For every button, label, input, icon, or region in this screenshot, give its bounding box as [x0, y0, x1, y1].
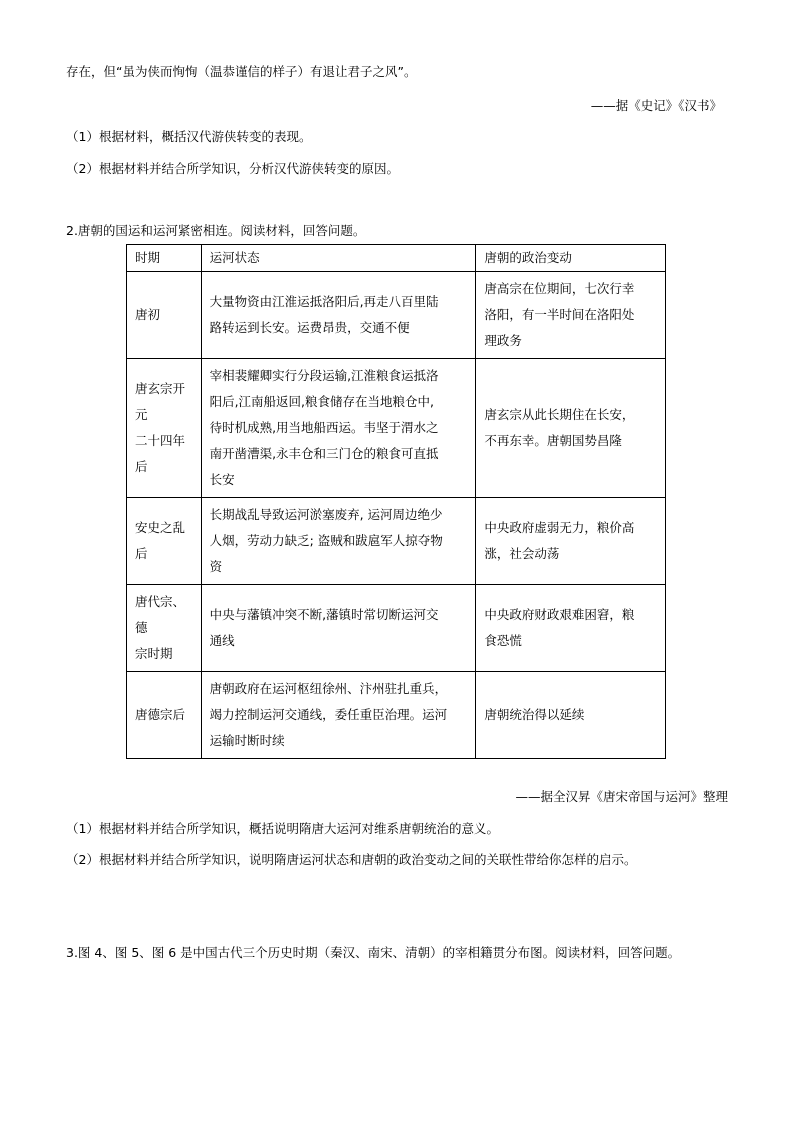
politics-cell: 中央政府财政艰难困窘，粮 食恐慌 — [476, 585, 666, 672]
q2-intro: 2.唐朝的国运和运河紧密相连。阅读材料，回答问题。 — [66, 223, 366, 238]
table-row — [127, 272, 666, 359]
header-canal: 运河状态 — [201, 245, 476, 272]
period-cell: 唐初 — [127, 272, 202, 359]
canal-cell: 宰相裴耀卿实行分段运输,江淮粮食运抵洛 阳后,江南船返回,粮食储存在当地粮仓中, 待时机成熟,用当地船西运。韦坚于渭水之 南开凿漕渠,永丰仓和三门仓的粮食可直抵 长安 — [201, 359, 476, 498]
header-period: 时期 — [127, 245, 202, 272]
canal-cell: 长期战乱导致运河淤塞废弃, 运河周边绝少 人烟，劳动力缺乏; 盗贼和跋扈军人掠夺物 资 — [201, 498, 476, 585]
period-cell: 安史之乱后 — [127, 498, 202, 585]
q2-subquestion-1: （1）根据材料并结合所学知识，概括说明隋唐大运河对维系唐朝统治的意义。 — [66, 821, 499, 836]
q3-intro: 3.图 4、图 5、图 6 是中国古代三个历史时期（秦汉、南宋、清朝）的宰相籍贯分布图。阅读材料，回答问题。 — [66, 945, 681, 960]
table-row — [127, 585, 666, 672]
q1-tail-line: 存在，但“虽为侠而恂恂（温恭谨信的样子）有退让君子之风”。 — [66, 64, 417, 79]
q2-source: ——据全汉昇《唐宋帝国与运河》整理 — [515, 789, 728, 804]
period-cell: 唐玄宗开元 二十四年后 — [127, 359, 202, 498]
canal-cell: 中央与藩镇冲突不断,藩镇时常切断运河交 通线 — [201, 585, 476, 672]
politics-cell: 中央政府虚弱无力，粮价高 涨，社会动荡 — [476, 498, 666, 585]
politics-cell: 唐朝统治得以延续 — [476, 672, 666, 759]
table-row — [127, 359, 666, 498]
canal-cell: 大量物资由江淮运抵洛阳后,再走八百里陆 路转运到长安。运费昂贵，交通不便 — [201, 272, 476, 359]
q1-subquestion-2: （2）根据材料并结合所学知识，分析汉代游侠转变的原因。 — [66, 161, 399, 176]
header-politics: 唐朝的政治变动 — [476, 245, 666, 272]
canal-cell: 唐朝政府在运河枢纽徐州、汴州驻扎重兵， 竭力控制运河交通线，委任重臣治理。运河 运输时断时续 — [201, 672, 476, 759]
q2-subquestion-2: （2）根据材料并结合所学知识，说明隋唐运河状态和唐朝的政治变动之间的关联性带给你怎样的启示。 — [66, 852, 637, 867]
table-row — [127, 672, 666, 759]
table-row — [127, 498, 666, 585]
q1-subquestion-1: （1）根据材料，概括汉代游侠转变的表现。 — [66, 129, 312, 144]
table-header-row — [127, 245, 666, 272]
politics-cell: 唐高宗在位期间，七次行幸 洛阳，有一半时间在洛阳处 理政务 — [476, 272, 666, 359]
canal-table — [126, 244, 666, 759]
period-cell: 唐代宗、德 宗时期 — [127, 585, 202, 672]
period-cell: 唐德宗后 — [127, 672, 202, 759]
q1-source: ——据《史记》《汉书》 — [590, 98, 722, 113]
politics-cell: 唐玄宗从此长期住在长安， 不再东幸。唐朝国势昌隆 — [476, 359, 666, 498]
